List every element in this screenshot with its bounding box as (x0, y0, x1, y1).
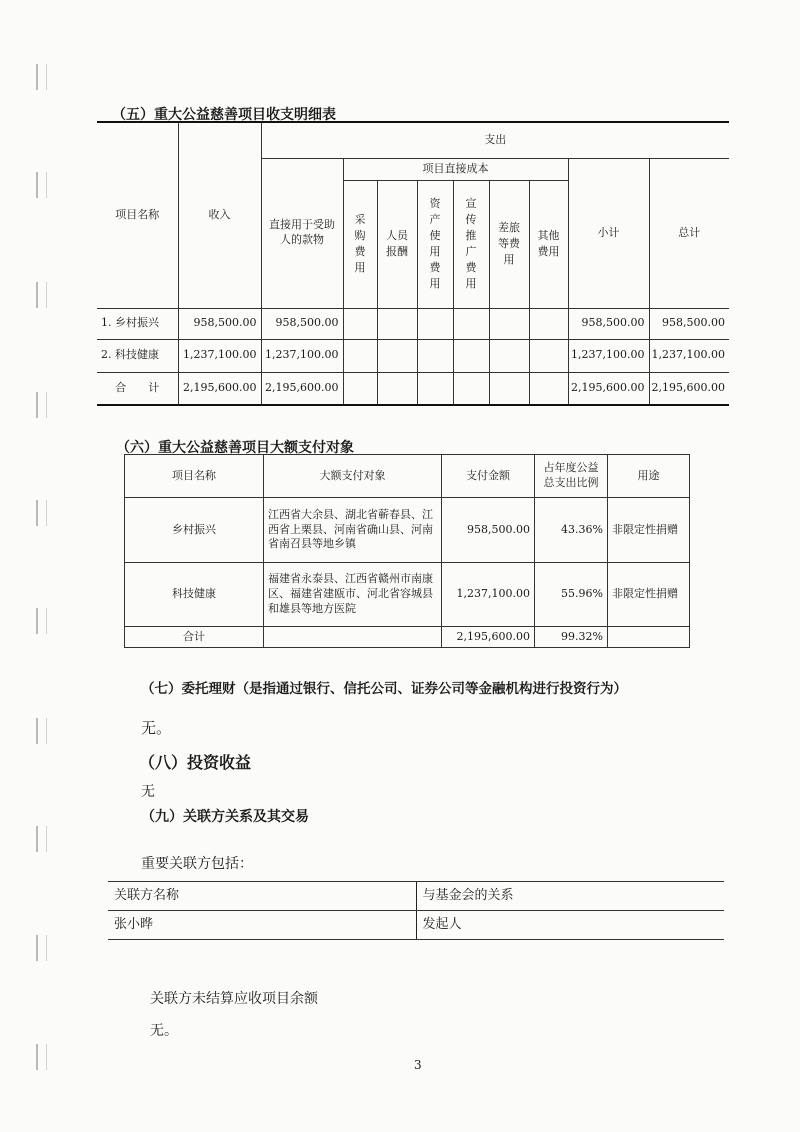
row-payee: 江西省大余县、湖北省蕲春县、江西省上栗县、河南省确山县、河南省南召县等地乡镇 (264, 498, 442, 563)
row-subtotal: 958,500.00 (568, 308, 649, 339)
row-usage: 非限定性捐赠 (608, 498, 690, 563)
header-direct-aid: 直接用于受助人的款物 (261, 158, 343, 308)
binder-mark (36, 172, 47, 198)
row-income: 958,500.00 (178, 308, 261, 339)
binder-mark (36, 392, 47, 418)
row-amount: 1,237,100.00 (442, 563, 535, 627)
header-project-name: 项目名称 (97, 122, 178, 308)
header-direct-cost: 项目直接成本 (343, 158, 568, 180)
row-relation: 发起人 (416, 911, 724, 940)
receivable-label: 关联方未结算应收项目余额 (150, 991, 318, 1007)
header-total: 总计 (649, 158, 729, 308)
section5-title: （五）重大公益慈善项目收支明细表 (112, 107, 336, 123)
section7-body: 无。 (141, 719, 172, 737)
section9-intro: 重要关联方包括： (141, 856, 253, 872)
header-expense: 支出 (261, 122, 729, 158)
row-subtotal: 1,237,100.00 (568, 339, 649, 372)
binder-mark (36, 608, 47, 634)
table-row (97, 372, 729, 405)
row-direct: 1,237,100.00 (261, 339, 343, 372)
row-name: 合计 (125, 627, 264, 648)
header-other-cost: 其他费用 (529, 180, 568, 308)
header-income: 收入 (178, 122, 261, 308)
section7-title: （七）委托理财（是指通过银行、信托公司、证券公司等金融机构进行投资行为） (141, 681, 627, 697)
header-relation: 与基金会的关系 (416, 882, 724, 911)
table-row (125, 498, 690, 563)
row-income: 2,195,600.00 (178, 372, 261, 405)
row-name: 科技健康 (125, 563, 264, 627)
row-name: 2. 科技健康 (97, 339, 178, 372)
section8-title: （八）投资收益 (139, 753, 252, 772)
header-purchase-cost: 采购费用 (343, 180, 377, 308)
binder-mark (36, 718, 47, 744)
row-ratio: 99.32% (535, 627, 608, 648)
row-amount: 958,500.00 (442, 498, 535, 563)
page-number: 3 (414, 1058, 422, 1072)
row-income: 1,237,100.00 (178, 339, 261, 372)
section6-title: （六）重大公益慈善项目大额支付对象 (116, 440, 354, 456)
row-total: 958,500.00 (649, 308, 729, 339)
header-amount: 支付金额 (442, 455, 535, 498)
table-row (108, 911, 724, 940)
row-usage: 非限定性捐赠 (608, 563, 690, 627)
row-payee: 福建省永泰县、江西省赣州市南康区、福建省建瓯市、河北省容城县和雄县等地方医院 (264, 563, 442, 627)
row-direct: 2,195,600.00 (261, 372, 343, 405)
large-payment-table (124, 454, 690, 648)
row-ratio: 43.36% (535, 498, 608, 563)
row-name: 合 计 (97, 372, 178, 405)
header-project-name: 项目名称 (125, 455, 264, 498)
header-ratio: 占年度公益总支出比例 (535, 455, 608, 498)
row-ratio: 55.96% (535, 563, 608, 627)
header-subtotal: 小计 (568, 158, 649, 308)
row-total: 1,237,100.00 (649, 339, 729, 372)
row-payee (264, 627, 442, 648)
table-row (97, 339, 729, 372)
row-subtotal: 2,195,600.00 (568, 372, 649, 405)
header-asset-cost: 资产使用费用 (417, 180, 453, 308)
table-row (125, 627, 690, 648)
row-name: 1. 乡村振兴 (97, 308, 178, 339)
row-amount: 2,195,600.00 (442, 627, 535, 648)
binder-mark (36, 826, 47, 852)
row-direct: 958,500.00 (261, 308, 343, 339)
receivable-body: 无。 (150, 1023, 178, 1039)
table-row (125, 563, 690, 627)
project-income-expense-table (97, 121, 729, 406)
header-party-name: 关联方名称 (108, 882, 416, 911)
row-usage (608, 627, 690, 648)
row-name: 乡村振兴 (125, 498, 264, 563)
related-party-table (108, 881, 724, 940)
header-staff-pay: 人员报酬 (377, 180, 417, 308)
binder-mark (36, 935, 47, 961)
header-promo-cost: 宣传推广费用 (453, 180, 489, 308)
section9-title: （九）关联方关系及其交易 (141, 809, 309, 825)
table-row (97, 308, 729, 339)
binder-mark (36, 500, 47, 526)
binder-mark (36, 64, 47, 90)
header-travel-cost: 差旅等费用 (489, 180, 529, 308)
row-total: 2,195,600.00 (649, 372, 729, 405)
binder-mark (36, 1044, 47, 1070)
binder-mark (36, 282, 47, 308)
header-usage: 用途 (608, 455, 690, 498)
header-payee: 大额支付对象 (264, 455, 442, 498)
section8-body: 无 (141, 784, 155, 800)
row-party: 张小晔 (108, 911, 416, 940)
